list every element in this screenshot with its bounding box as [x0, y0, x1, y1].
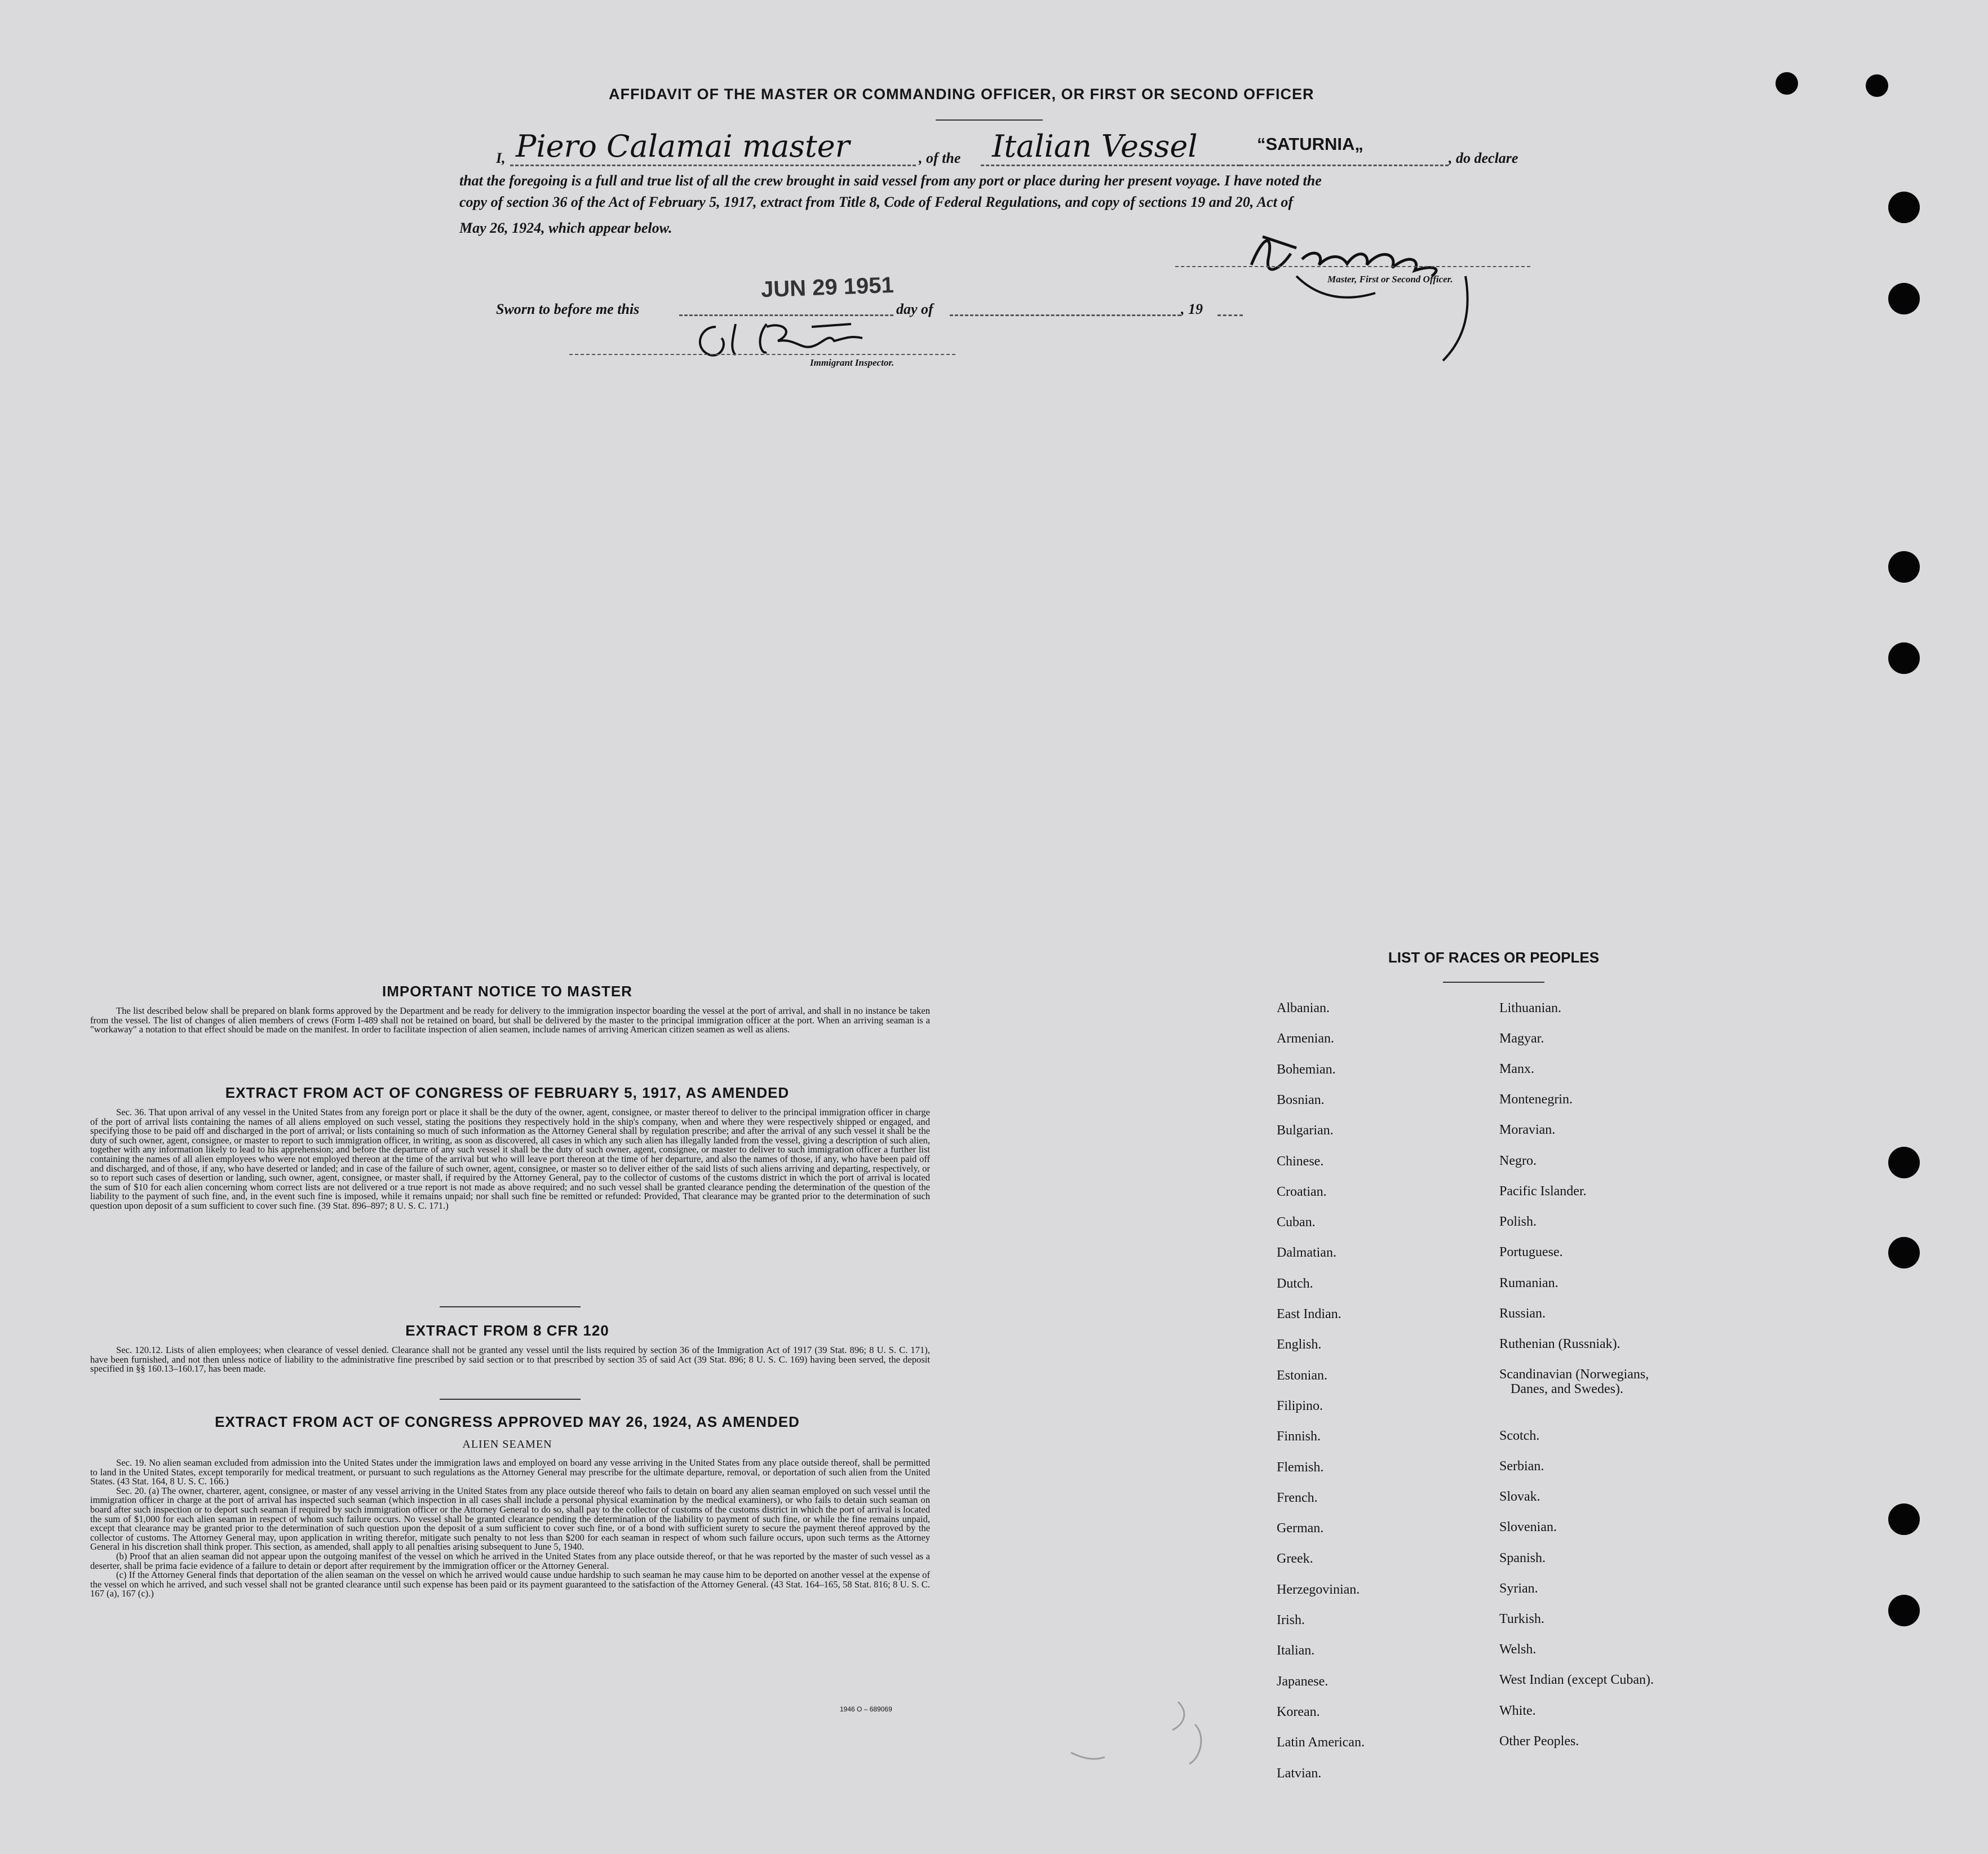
race-item: Japanese.	[1277, 1674, 1329, 1689]
divider	[936, 119, 1043, 121]
sec20b-paragraph: (b) Proof that an alien seaman did not appear upon the outgoing manifest of the vessel on which he arrived in the United States from any place outside thereof, or that he was reported by the master of such vessel as a deserter, shall be prima facie evidence of a failure to detain or deport after requirement by the immigration officer or the Attorney General.	[90, 1550, 930, 1571]
punch-hole	[1866, 74, 1888, 97]
race-item: Latvian.	[1277, 1766, 1322, 1781]
race-item: German.	[1277, 1521, 1324, 1536]
declare-label: , do declare	[1449, 150, 1518, 166]
race-item: Cuban.	[1277, 1215, 1316, 1230]
punch-hole	[1888, 551, 1920, 583]
race-item: Montenegrin.	[1499, 1092, 1573, 1107]
race-item: Slovak.	[1499, 1489, 1540, 1504]
extract-1924-text	[90, 1458, 930, 1599]
affidavit-body-line: that the foregoing is a full and true list of all the crew brought in said vessel from any port or place during her present voyage. I have noted the	[459, 172, 1322, 189]
race-item: East Indian.	[1277, 1307, 1341, 1321]
notice-text	[90, 1006, 930, 1035]
day-of-label: day of	[896, 301, 933, 317]
affidavit-title: AFFIDAVIT OF THE MASTER OR COMMANDING OFFICER, OR FIRST OR SECOND OFFICER	[609, 86, 1314, 103]
inspector-line	[569, 354, 955, 355]
affidavit-body-line: copy of section 36 of the Act of February 5, 1917, extract from Title 8, Code of Federal Regulations, and copy of sections 19 and 20, Act of	[459, 194, 1293, 210]
race-item: Rumanian.	[1499, 1276, 1558, 1290]
inspector-label: Immigrant Inspector.	[810, 357, 895, 368]
race-item: Italian.	[1277, 1643, 1315, 1658]
punch-hole	[1888, 642, 1920, 674]
race-item: White.	[1499, 1704, 1536, 1718]
month-line	[950, 314, 1181, 316]
punch-hole	[1888, 1595, 1920, 1626]
race-item: Scandinavian (Norwegians,	[1499, 1367, 1649, 1382]
name-line	[510, 165, 916, 166]
sec20a-paragraph: Sec. 20. (a) The owner, charterer, agent, consignee, or master of any vessel arriving in the United States from any place outside thereof who fails to detain on board any alien seaman employed on such vessel until the immigration officer in charge at the port of arrival has inspected such seaman (which inspection in all cases shall include a personal physical examination by the medical examiners), or who fails to detain such seaman on board after such inspection or to deport such seaman if required by such immigration officer or the Attorney General to do so, shall pay to the collector of customs of the customs district in which the port of arrival is located the sum of $1,000 for each alien seaman in respect of whom such failure occurs. No vessel shall be granted clearance pending the determination of the liability to payment of such fine, or while the fine remains unpaid, except that clearance may be granted prior to the determination of such question upon the deposit of a sum sufficient to cover such fine, or of a bond with sufficient surety to secure the payment thereof approved by the collector of customs. The Attorney General may, upon application in writing therefor, mitigate such penalty to not less than $200 for each seaman in respect of whom such failure occurs, upon such terms as the Attorney General in his discretion shall think proper. This section, as amended, shall apply to all penalties arising subsequent to June 5, 1940.	[90, 1485, 930, 1553]
sworn-label: Sworn to before me this	[496, 301, 640, 317]
race-item: Greek.	[1277, 1551, 1313, 1567]
race-item: Irish.	[1277, 1613, 1305, 1627]
race-item: Danes, and Swedes).	[1511, 1382, 1623, 1396]
notice-title: IMPORTANT NOTICE TO MASTER	[382, 983, 632, 1000]
race-item: French.	[1277, 1490, 1318, 1505]
i-label: I,	[496, 150, 506, 166]
race-item: Syrian.	[1499, 1581, 1538, 1596]
race-item: Estonian.	[1277, 1368, 1327, 1383]
vessel-name-line	[1240, 165, 1449, 166]
race-item: Dutch.	[1277, 1276, 1313, 1291]
punch-hole	[1888, 283, 1920, 314]
race-item: Welsh.	[1499, 1642, 1537, 1657]
race-item: Bulgarian.	[1277, 1123, 1334, 1138]
races-title: LIST OF RACES OR PEOPLES	[1388, 949, 1600, 966]
punch-hole	[1888, 1147, 1920, 1178]
master-label: Master, First or Second Officer.	[1327, 274, 1453, 285]
race-item: Bohemian.	[1277, 1062, 1336, 1077]
race-item: Moravian.	[1499, 1123, 1556, 1137]
punch-hole	[1888, 1237, 1920, 1268]
race-item: Polish.	[1499, 1214, 1537, 1229]
master-signature-line	[1175, 266, 1530, 267]
race-item: Finnish.	[1277, 1429, 1321, 1444]
race-item: Lithuanian.	[1499, 1001, 1561, 1015]
smudge-mark	[1060, 1691, 1263, 1792]
race-item: Other Peoples.	[1499, 1734, 1579, 1749]
race-item: Scotch.	[1499, 1429, 1540, 1443]
race-item: Negro.	[1499, 1154, 1537, 1168]
race-item: Pacific Islander.	[1499, 1184, 1587, 1199]
date-stamp: JUN 29 1951	[760, 272, 895, 303]
race-item: Dalmatian.	[1277, 1245, 1336, 1261]
notice-paragraph: The list described below shall be prepared on blank forms approved by the Department and be ready for delivery to the immigration inspector boarding the vessel at the port of arrival, and shall in no instance be taken from the vessel. The list of changes of alien members of crews (Form I-489 shall not be retained on board, but shall be delivered by the master to the principal immigration officer at the port. When an arriving seaman is a "workaway" a notation to that effect should be made on the manifest. In order to facilitate inspection of alien seamen, include names of arriving American citizen seamen as well as aliens.	[90, 1005, 930, 1035]
race-item: Slovenian.	[1499, 1520, 1557, 1534]
race-item: English.	[1277, 1337, 1322, 1352]
race-item: Turkish.	[1499, 1612, 1544, 1626]
punch-hole	[1888, 192, 1920, 223]
master-name-handwritten: Piero Calamai master	[516, 128, 850, 164]
divider	[440, 1399, 581, 1400]
extract-1917-title: EXTRACT FROM ACT OF CONGRESS OF FEBRUARY 5, 1917, AS AMENDED	[225, 1084, 790, 1101]
race-item: Latin American.	[1277, 1735, 1365, 1750]
extract-1917-text	[90, 1108, 930, 1211]
extract-cfr-text	[90, 1346, 930, 1374]
punch-hole	[1776, 72, 1798, 95]
extract-1924-subtitle: ALIEN SEAMEN	[462, 1438, 552, 1451]
race-item: Filipino.	[1277, 1398, 1323, 1413]
extract-1924-title: EXTRACT FROM ACT OF CONGRESS APPROVED MAY 26, 1924, AS AMENDED	[215, 1413, 800, 1430]
race-item: West Indian (except Cuban).	[1499, 1673, 1654, 1687]
race-item: Portuguese.	[1499, 1245, 1563, 1259]
race-item: Chinese.	[1277, 1154, 1324, 1169]
affidavit-body-line: May 26, 1924, which appear below.	[459, 220, 672, 236]
divider	[1443, 982, 1544, 983]
year-prefix: , 19	[1181, 301, 1203, 317]
master-signature	[1229, 214, 1522, 372]
race-item: Russian.	[1499, 1306, 1546, 1321]
extract-cfr-title: EXTRACT FROM 8 CFR 120	[405, 1322, 609, 1339]
punch-hole	[1888, 1503, 1920, 1535]
race-item: Magyar.	[1499, 1031, 1544, 1046]
sec12012-paragraph: Sec. 120.12. Lists of alien employees; when clearance of vessel denied. Clearance shall not be granted any vessel until the lists required by section 36 of the Immigration Act of 1917 (39 Stat. 896; 8 U. S. C. 171), have been furnished, and not then unless notice of liability to the administrative fine prescribed by said section or to that prescribed by section 35 of said Act (39 Stat. 896; 8 U. S. C. 169) having been served, the deposit specified in §§ 160.13–160.17, has been made.	[90, 1345, 930, 1374]
of-the-label: , of the	[919, 150, 961, 166]
race-item: Korean.	[1277, 1704, 1320, 1719]
race-item: Serbian.	[1499, 1459, 1544, 1474]
race-item: Armenian.	[1277, 1031, 1334, 1046]
divider	[440, 1306, 581, 1307]
race-item: Ruthenian (Russniak).	[1499, 1337, 1620, 1351]
race-item: Croatian.	[1277, 1184, 1327, 1199]
race-item: Herzegovinian.	[1277, 1582, 1360, 1597]
vessel-name: “SATURNIA„	[1257, 134, 1363, 154]
race-item: Bosnian.	[1277, 1092, 1325, 1107]
year-line	[1217, 314, 1243, 316]
sec20c-paragraph: (c) If the Attorney General finds that deportation of the alien seaman on the vessel on which he arrived would cause undue hardship to such seaman he may cause him to be deported on another vessel at the expense of the vessel on which he arrived, and such vessel shall not be granted clearance until such expense has been paid or its payment guaranteed to the satisfaction of the Attorney General. (43 Stat. 164–165, 58 Stat. 816; 8 U. S. C. 167 (a), 167 (c).)	[90, 1569, 930, 1599]
race-item: Manx.	[1499, 1062, 1534, 1076]
print-code: 1946 O – 689069	[840, 1705, 892, 1713]
vessel-type-line	[981, 165, 1240, 166]
sec36-paragraph: Sec. 36. That upon arrival of any vessel in the United States from any foreign port or place it shall be the duty of the owner, agent, consignee, or master thereof to deliver to the principal immigration officer in charge of the port of arrival lists containing the names of all aliens employed on such vessel, stating the positions they respectively hold in the ship's company, when and where they were respectively shipped or engaged, and specifying those to be paid off and discharged in the port of arrival; or lists containing so much of such information as the Attorney General shall by regulation prescribe; and after the arrival of any such vessel it shall be the duty of such owner, agent, consignee, or master to report to such immigration officer, in writing, as soon as discovered, all cases in which any such alien has illegally landed from the vessel, giving a description of such alien, together with any information likely to lead to his apprehension; and before the departure of any such vessel it shall be the duty of such owner, agent, consignee, or master to deliver to such immigration officer a further list containing the names of all alien employees who were not employed thereon at the time of the arrival but who will leave port thereon at the time of her departure, and also the names of those, if any, who have been paid off and discharged, and of those, if any, who have deserted or landed; and in case of the failure of such owner, agent, consignee, or master so to deliver either of the said lists of such aliens arriving and departing, respectively, or so to report such cases of desertion or landing, such owner, agent, consignee, or master shall, if required by the Attorney General, pay to the collector of customs of the customs district in which the port of arrival is located the sum of $10 for each alien concerning whom correct lists are not delivered or a true report is not made as above required; and no such vessel shall be granted clearance pending the determination of the question of the liability to the payment of such fine, and, in the event such fine is imposed, while it remains unpaid; nor shall such fine be remitted or refunded: Provided, That clearance may be granted prior to the determination of such question upon deposit of a sum sufficient to cover such fine. (39 Stat. 896–897; 8 U. S. C. 171.)	[90, 1107, 930, 1211]
race-item: Albanian.	[1277, 1001, 1330, 1015]
vessel-type-handwritten: Italian Vessel	[992, 128, 1198, 164]
sec19-paragraph: Sec. 19. No alien seaman excluded from admission into the United States under the immigration laws and employed on board any vesse arriving in the United States from any place outside thereof, shall be permitted to land in the United States, except temporarily for medical treatment, or pursuant to such regulations as the Attorney General may prescribe for the ultimate departure, removal, or deportation of such alien from the United States. (43 Stat. 164, 8 U. S. C. 166.)	[90, 1457, 930, 1487]
race-item: Flemish.	[1277, 1460, 1324, 1475]
race-item: Spanish.	[1499, 1551, 1546, 1565]
